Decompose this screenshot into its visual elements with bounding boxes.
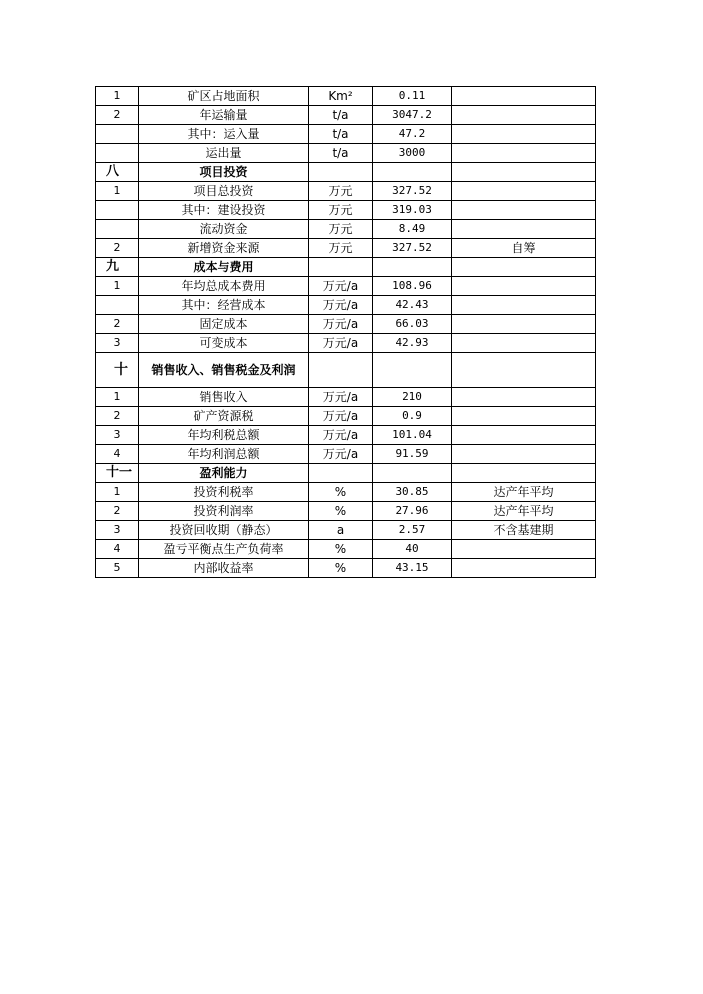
note-cell (452, 559, 596, 578)
value-cell: 47.2 (373, 125, 452, 144)
item-name: 其中：运入量 (139, 125, 309, 144)
note-cell (452, 353, 596, 388)
note-cell (452, 201, 596, 220)
row-number: 1 (96, 87, 139, 106)
note-cell (452, 144, 596, 163)
unit-cell: 万元 (309, 220, 373, 239)
item-name: 成本与费用 (139, 258, 309, 277)
value-cell: 66.03 (373, 315, 452, 334)
item-name: 年均利税总额 (139, 426, 309, 445)
unit-cell: t/a (309, 144, 373, 163)
item-name: 销售收入 (139, 388, 309, 407)
unit-cell: 万元/a (309, 315, 373, 334)
row-number: 2 (96, 315, 139, 334)
row-number: 1 (96, 483, 139, 502)
item-name: 投资回收期（静态） (139, 521, 309, 540)
row-number: 十一 (96, 464, 139, 483)
table-row (96, 559, 596, 578)
row-number: 1 (96, 182, 139, 201)
table-row (96, 239, 596, 258)
row-number: 3 (96, 426, 139, 445)
value-cell: 42.43 (373, 296, 452, 315)
note-cell (452, 125, 596, 144)
item-name: 内部收益率 (139, 559, 309, 578)
table-row (96, 540, 596, 559)
item-name: 其中：建设投资 (139, 201, 309, 220)
unit-cell: 万元/a (309, 277, 373, 296)
table-row (96, 87, 596, 106)
unit-cell: Km² (309, 87, 373, 106)
item-name: 矿区占地面积 (139, 87, 309, 106)
table-row (96, 125, 596, 144)
item-name: 盈利能力 (139, 464, 309, 483)
value-cell: 108.96 (373, 277, 452, 296)
unit-cell: 万元/a (309, 426, 373, 445)
row-number: 九 (96, 258, 139, 277)
note-cell: 达产年平均 (452, 483, 596, 502)
data-table (95, 86, 596, 578)
value-cell: 0.9 (373, 407, 452, 426)
row-number: 3 (96, 521, 139, 540)
item-name: 盈亏平衡点生产负荷率 (139, 540, 309, 559)
value-cell: 3000 (373, 144, 452, 163)
note-cell (452, 334, 596, 353)
section-header-row (96, 163, 596, 182)
row-number: 2 (96, 407, 139, 426)
row-number: 4 (96, 445, 139, 464)
value-cell: 3047.2 (373, 106, 452, 125)
unit-cell: % (309, 483, 373, 502)
value-cell: 42.93 (373, 334, 452, 353)
table-row (96, 388, 596, 407)
value-cell: 101.04 (373, 426, 452, 445)
unit-cell: 万元/a (309, 445, 373, 464)
unit-cell: % (309, 502, 373, 521)
note-cell (452, 407, 596, 426)
item-name: 矿产资源税 (139, 407, 309, 426)
table-row (96, 407, 596, 426)
unit-cell: 万元/a (309, 388, 373, 407)
section-header-row (96, 464, 596, 483)
row-number (96, 220, 139, 239)
unit-cell: % (309, 540, 373, 559)
table-row (96, 106, 596, 125)
note-cell (452, 258, 596, 277)
value-cell: 8.49 (373, 220, 452, 239)
table-row (96, 220, 596, 239)
section-header-row (96, 258, 596, 277)
table-row (96, 521, 596, 540)
value-cell: 43.15 (373, 559, 452, 578)
note-cell (452, 388, 596, 407)
row-number (96, 201, 139, 220)
table-row (96, 144, 596, 163)
unit-cell: a (309, 521, 373, 540)
note-cell (452, 296, 596, 315)
note-cell (452, 87, 596, 106)
table-row (96, 445, 596, 464)
row-number: 八 (96, 163, 139, 182)
table-row (96, 426, 596, 445)
unit-cell: t/a (309, 125, 373, 144)
note-cell: 不含基建期 (452, 521, 596, 540)
item-name: 投资利税率 (139, 483, 309, 502)
row-number: 十 (96, 353, 139, 388)
table-row (96, 201, 596, 220)
unit-cell (309, 464, 373, 483)
note-cell (452, 426, 596, 445)
item-name: 运出量 (139, 144, 309, 163)
note-cell (452, 182, 596, 201)
item-name: 年运输量 (139, 106, 309, 125)
value-cell: 91.59 (373, 445, 452, 464)
note-cell (452, 540, 596, 559)
value-cell: 327.52 (373, 239, 452, 258)
value-cell (373, 258, 452, 277)
note-cell (452, 106, 596, 125)
item-name: 项目总投资 (139, 182, 309, 201)
note-cell: 自筹 (452, 239, 596, 258)
unit-cell: 万元 (309, 182, 373, 201)
item-name: 年均利润总额 (139, 445, 309, 464)
value-cell: 27.96 (373, 502, 452, 521)
item-name: 可变成本 (139, 334, 309, 353)
table-row (96, 334, 596, 353)
row-number: 2 (96, 502, 139, 521)
item-name: 投资利润率 (139, 502, 309, 521)
unit-cell: % (309, 559, 373, 578)
unit-cell: 万元 (309, 239, 373, 258)
row-number: 2 (96, 239, 139, 258)
row-number (96, 296, 139, 315)
value-cell: 210 (373, 388, 452, 407)
table-row (96, 277, 596, 296)
note-cell (452, 277, 596, 296)
value-cell: 40 (373, 540, 452, 559)
unit-cell (309, 258, 373, 277)
value-cell: 0.11 (373, 87, 452, 106)
item-name: 固定成本 (139, 315, 309, 334)
row-number: 5 (96, 559, 139, 578)
note-cell (452, 315, 596, 334)
table-row (96, 315, 596, 334)
item-name: 流动资金 (139, 220, 309, 239)
row-number: 1 (96, 388, 139, 407)
item-name: 年均总成本费用 (139, 277, 309, 296)
row-number: 4 (96, 540, 139, 559)
unit-cell (309, 353, 373, 388)
value-cell: 319.03 (373, 201, 452, 220)
item-name: 销售收入、销售税金及利润 (139, 353, 309, 388)
note-cell (452, 163, 596, 182)
value-cell (373, 163, 452, 182)
unit-cell: 万元/a (309, 296, 373, 315)
note-cell: 达产年平均 (452, 502, 596, 521)
unit-cell: 万元/a (309, 407, 373, 426)
note-cell (452, 445, 596, 464)
table-row (96, 502, 596, 521)
table-row (96, 182, 596, 201)
row-number (96, 144, 139, 163)
item-name: 其中：经营成本 (139, 296, 309, 315)
item-name: 新增资金来源 (139, 239, 309, 258)
value-cell: 2.57 (373, 521, 452, 540)
row-number: 3 (96, 334, 139, 353)
item-name: 项目投资 (139, 163, 309, 182)
value-cell: 327.52 (373, 182, 452, 201)
value-cell (373, 464, 452, 483)
row-number (96, 125, 139, 144)
table-body (96, 87, 596, 578)
value-cell (373, 353, 452, 388)
table-row (96, 296, 596, 315)
table-row (96, 483, 596, 502)
note-cell (452, 220, 596, 239)
row-number: 1 (96, 277, 139, 296)
section-header-row (96, 353, 596, 388)
unit-cell: 万元/a (309, 334, 373, 353)
unit-cell: 万元 (309, 201, 373, 220)
note-cell (452, 464, 596, 483)
row-number: 2 (96, 106, 139, 125)
unit-cell: t/a (309, 106, 373, 125)
unit-cell (309, 163, 373, 182)
value-cell: 30.85 (373, 483, 452, 502)
